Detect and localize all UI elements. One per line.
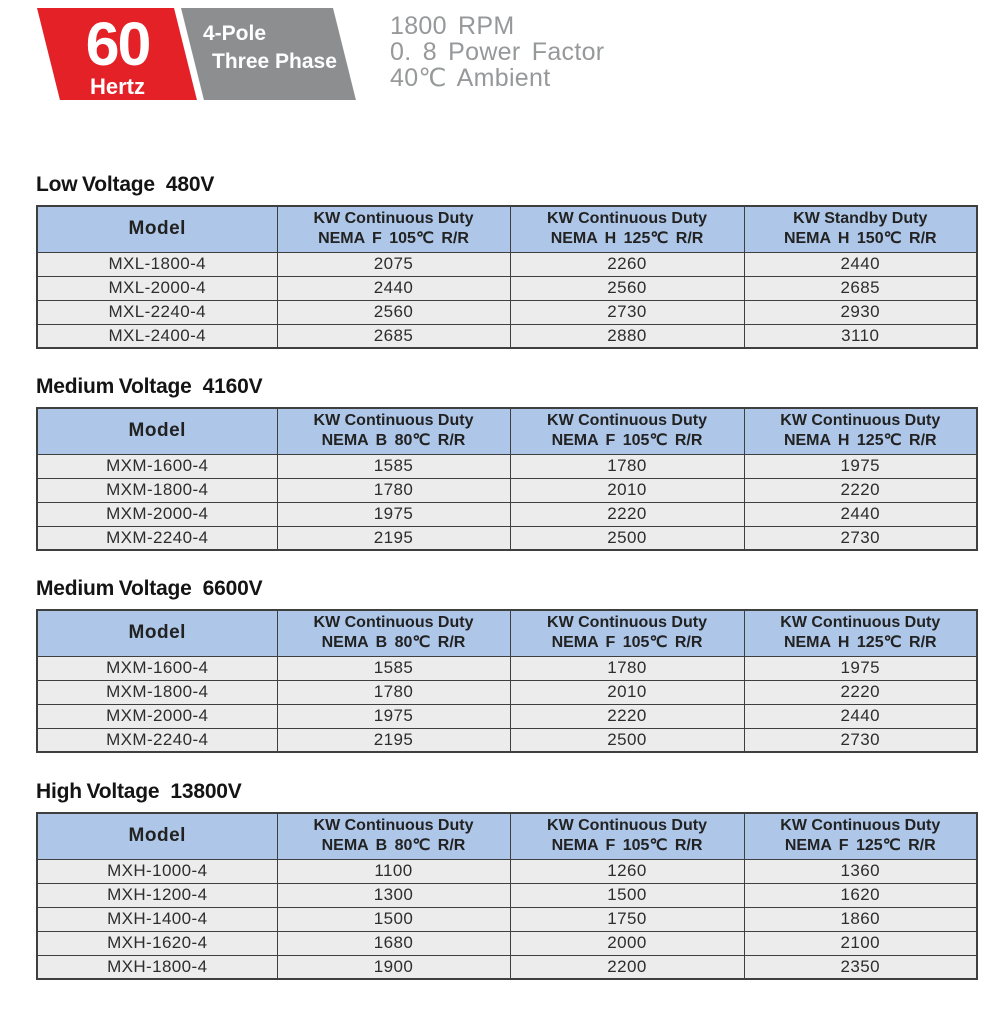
kw-column-header [510, 610, 744, 656]
kw-value-cell: 2730 [744, 526, 977, 550]
section-title-voltage: 6600V [202, 577, 263, 600]
model-cell: MXH-1400-4 [37, 907, 277, 931]
kw-column-header [510, 206, 744, 252]
ratings-summary [390, 13, 604, 91]
kw-value-cell: 1780 [510, 454, 744, 478]
column-header-line1: KW Continuous Duty [313, 614, 474, 632]
kw-value-cell: 1975 [744, 656, 977, 680]
model-cell: MXM-2240-4 [37, 728, 277, 752]
voltage-section-4 [36, 781, 977, 980]
kw-column-header [744, 408, 977, 454]
kw-value-cell: 1680 [277, 931, 510, 955]
voltage-section-2 [36, 376, 977, 551]
table-row [37, 478, 977, 502]
kw-value-cell: 2880 [510, 324, 744, 348]
kw-value-cell: 1500 [277, 907, 510, 931]
kw-value-cell: 2220 [744, 680, 977, 704]
kw-column-header [277, 610, 510, 656]
model-cell: MXH-1620-4 [37, 931, 277, 955]
model-column-header [37, 610, 277, 656]
column-header-line2: NEMA B 80℃ R/R [321, 634, 466, 652]
model-cell: MXM-1800-4 [37, 478, 277, 502]
kw-value-cell: 2730 [510, 300, 744, 324]
column-header-line2: NEMA H 125℃ R/R [550, 230, 704, 248]
kw-column-header [744, 206, 977, 252]
column-header-line1: Model [128, 622, 186, 644]
column-header-line2: NEMA F 125℃ R/R [784, 837, 936, 855]
column-header-line2: NEMA F 105℃ R/R [551, 837, 703, 855]
section-title-label: Medium Voltage [36, 577, 192, 600]
kw-value-cell: 2500 [510, 728, 744, 752]
ambient-text: 40℃ Ambient [390, 64, 551, 92]
section-title-label: Medium Voltage [36, 375, 192, 398]
kw-value-cell: 1360 [744, 859, 977, 883]
spec-table [36, 205, 978, 349]
kw-value-cell: 2685 [277, 324, 510, 348]
section-title [36, 376, 977, 398]
table-row [37, 704, 977, 728]
power-factor-text: 0. 8 Power Factor [390, 38, 605, 66]
section-title-label: High Voltage [36, 780, 160, 803]
kw-value-cell: 2560 [277, 300, 510, 324]
table-row [37, 300, 977, 324]
kw-value-cell: 2220 [510, 502, 744, 526]
kw-value-cell: 2010 [510, 478, 744, 502]
model-cell: MXM-2000-4 [37, 502, 277, 526]
kw-value-cell: 2440 [744, 502, 977, 526]
kw-value-cell: 1975 [277, 502, 510, 526]
kw-value-cell: 2220 [744, 478, 977, 502]
kw-value-cell: 3110 [744, 324, 977, 348]
kw-value-cell: 2930 [744, 300, 977, 324]
model-cell: MXM-1800-4 [37, 680, 277, 704]
phase-type-label: Three Phase [212, 50, 337, 73]
column-header-line1: KW Continuous Duty [780, 817, 941, 835]
kw-value-cell: 1585 [277, 454, 510, 478]
rpm-text: 1800 RPM [390, 12, 515, 40]
column-header-line1: KW Continuous Duty [780, 614, 941, 632]
column-header-line1: KW Continuous Duty [313, 412, 474, 430]
kw-value-cell: 1900 [277, 955, 510, 979]
section-title-voltage: 13800V [170, 780, 242, 803]
kw-value-cell: 1585 [277, 656, 510, 680]
column-header-line1: Model [128, 825, 186, 847]
column-header-line2: NEMA F 105℃ R/R [551, 432, 703, 450]
column-header-line1: KW Standby Duty [793, 210, 928, 228]
model-cell: MXL-1800-4 [37, 252, 277, 276]
kw-value-cell: 1620 [744, 883, 977, 907]
header-row [37, 206, 977, 252]
column-header-line1: KW Continuous Duty [313, 817, 474, 835]
pole-count-label: 4-Pole [203, 22, 267, 45]
voltage-section-1 [36, 174, 977, 349]
column-header-line2: NEMA H 125℃ R/R [783, 634, 937, 652]
table-row [37, 502, 977, 526]
column-header-line2: NEMA F 105℃ R/R [551, 634, 703, 652]
kw-column-header [510, 813, 744, 859]
kw-value-cell: 2440 [744, 704, 977, 728]
model-cell: MXM-1600-4 [37, 454, 277, 478]
column-header-line1: KW Continuous Duty [313, 210, 474, 228]
kw-value-cell: 2500 [510, 526, 744, 550]
kw-column-header [510, 408, 744, 454]
spec-table [36, 407, 978, 551]
table-row [37, 955, 977, 979]
section-title-voltage: 4160V [202, 375, 263, 398]
section-title [36, 781, 977, 803]
column-header-line1: KW Continuous Duty [547, 614, 707, 632]
table-row [37, 324, 977, 348]
kw-value-cell: 2010 [510, 680, 744, 704]
model-cell: MXH-1200-4 [37, 883, 277, 907]
table-row [37, 859, 977, 883]
model-column-header [37, 813, 277, 859]
column-header-line2: NEMA F 105℃ R/R [318, 230, 469, 248]
model-cell: MXH-1000-4 [37, 859, 277, 883]
column-header-line1: Model [128, 218, 186, 240]
kw-value-cell: 1260 [510, 859, 744, 883]
header-row [37, 610, 977, 656]
table-row [37, 931, 977, 955]
frequency-unit: Hertz [89, 74, 145, 99]
kw-value-cell: 2200 [510, 955, 744, 979]
kw-value-cell: 1780 [510, 656, 744, 680]
kw-value-cell: 2195 [277, 526, 510, 550]
header-row [37, 813, 977, 859]
kw-value-cell: 1300 [277, 883, 510, 907]
kw-value-cell: 2100 [744, 931, 977, 955]
model-cell: MXH-1800-4 [37, 955, 277, 979]
section-title-voltage: 480V [165, 173, 215, 196]
kw-value-cell: 1100 [277, 859, 510, 883]
spec-table [36, 812, 978, 980]
header-row [37, 408, 977, 454]
kw-value-cell: 1780 [277, 478, 510, 502]
table-row [37, 680, 977, 704]
section-title [36, 174, 977, 196]
column-header-line1: KW Continuous Duty [780, 412, 941, 430]
column-header-line2: NEMA H 125℃ R/R [783, 432, 937, 450]
kw-column-header [277, 813, 510, 859]
table-row [37, 526, 977, 550]
kw-value-cell: 2195 [277, 728, 510, 752]
kw-value-cell: 2075 [277, 252, 510, 276]
kw-value-cell: 1750 [510, 907, 744, 931]
kw-value-cell: 2440 [744, 252, 977, 276]
table-row [37, 454, 977, 478]
kw-value-cell: 2000 [510, 931, 744, 955]
model-column-header [37, 408, 277, 454]
kw-value-cell: 2440 [277, 276, 510, 300]
kw-value-cell: 1975 [277, 704, 510, 728]
model-cell: MXL-2400-4 [37, 324, 277, 348]
table-row [37, 252, 977, 276]
kw-value-cell: 2560 [510, 276, 744, 300]
kw-column-header [744, 610, 977, 656]
section-title [36, 578, 977, 600]
kw-column-header [277, 408, 510, 454]
column-header-line1: KW Continuous Duty [547, 210, 707, 228]
model-cell: MXM-2240-4 [37, 526, 277, 550]
column-header-line2: NEMA H 150℃ R/R [783, 230, 937, 248]
column-header-line2: NEMA B 80℃ R/R [321, 432, 466, 450]
table-row [37, 656, 977, 680]
kw-value-cell: 1860 [744, 907, 977, 931]
kw-value-cell: 2730 [744, 728, 977, 752]
kw-value-cell: 1975 [744, 454, 977, 478]
frequency-value: 60 [85, 10, 150, 78]
kw-value-cell: 1500 [510, 883, 744, 907]
voltage-section-3 [36, 578, 977, 753]
table-row [37, 907, 977, 931]
column-header-line1: KW Continuous Duty [547, 412, 707, 430]
model-cell: MXL-2000-4 [37, 276, 277, 300]
table-row [37, 276, 977, 300]
table-row [37, 728, 977, 752]
model-cell: MXM-2000-4 [37, 704, 277, 728]
kw-value-cell: 2350 [744, 955, 977, 979]
kw-value-cell: 2220 [510, 704, 744, 728]
column-header-line1: KW Continuous Duty [547, 817, 707, 835]
model-cell: MXL-2240-4 [37, 300, 277, 324]
column-header-line2: NEMA B 80℃ R/R [321, 837, 466, 855]
model-cell: MXM-1600-4 [37, 656, 277, 680]
section-title-label: Low Voltage [36, 173, 155, 196]
spec-table [36, 609, 978, 753]
kw-column-header [277, 206, 510, 252]
kw-column-header [744, 813, 977, 859]
column-header-line1: Model [128, 420, 186, 442]
table-row [37, 883, 977, 907]
kw-value-cell: 2685 [744, 276, 977, 300]
model-column-header [37, 206, 277, 252]
kw-value-cell: 1780 [277, 680, 510, 704]
kw-value-cell: 2260 [510, 252, 744, 276]
